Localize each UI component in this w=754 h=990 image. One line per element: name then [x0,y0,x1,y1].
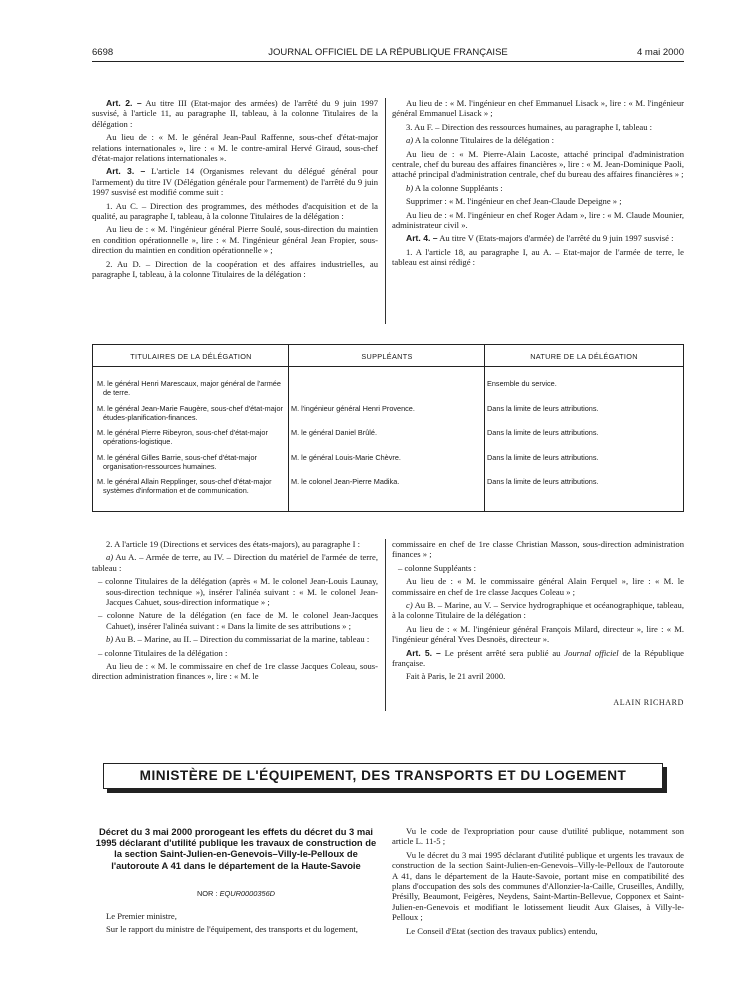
recital-decret-1995: Vu le décret du 3 mai 1995 déclarant d'utilité publique et urgents les travaux de construction de la section Saint-Julien-en-Genevois–Villy-le-Pelloux de l'autoroute A 41, dans le département de la Haute-Savoie, portant mise en compatibilité des plans d'occupation des sols des communes d'Allonzier-la-Caille, Cruseilles, Andilly, Présilly, Beaumont, Feigères, Neydens, Saint-Martin-Bellevue, Copponex et Saint-Julien-en-Genevois et modifiant le lotissement lieudit Aux Glaises, à Villy-le-Pelloux ; [392,849,684,923]
item-b-text: A la colonne Suppléants : [414,182,503,193]
upper-left-column [92,98,378,283]
table-cell-suppleant: M. le général Louis-Marie Chèvre. [291,453,401,462]
journal-title: JOURNAL OFFICIEL DE LA RÉPUBLIQUE FRANÇAISE [268,47,508,58]
page-number: 6698 [92,47,114,58]
upper-right-column [392,98,684,271]
item-a-armee-de-terre [92,552,378,573]
article-3-item-1-replacement: Au lieu de : « M. l'ingénieur général Pierre Soulé, sous-direction du maintien en condition opérationnelle », lire : « M. l'ingénieur général Jean Fropier, sous-direction du maintien en condition opérationnelle » ; [92,224,378,256]
article-3-text: L'article 14 (Organismes relevant du délégué général pour l'armement) du titre IV (Délégation générale pour l'armement) de l'arrêté du 9 juin 1997 susvisé est modifié comme suit : [92,166,378,198]
table-cell-nature: Dans la limite de leurs attributions. [487,453,599,462]
article-4-text: Au titre V (Etats-majors d'armée) de l'arrêté du 9 juin 1997 susvisé : [439,233,674,244]
article-2-replacement: Au lieu de : « M. le général Jean-Paul Raffenne, sous-chef d'état-major relations internationales », lire : « M. le contre-amiral Hervé Giraud, sous-chef d'état-major relations internationales ». [92,132,378,164]
item-b-marine [92,634,378,644]
nature-insertion: – colonne Nature de la délégation (en face de M. le colonel Jean-Jacques Cahuet), insérer l'alinéa suivant : « Dans la limite de ses attributions » ; [98,610,378,631]
table-cell-titulaire: M. le général Pierre Ribeyron, sous-chef d'état-major opérations-logistique. [97,428,268,446]
nor-label: NOR : [196,889,218,898]
table-cell-nature: Dans la limite de leurs attributions. [487,404,599,413]
table-cell-titulaire: M. le général Gilles Barrie, sous-chef d'état-major organisation-ressources humaines. [97,453,257,471]
lower-left-column [92,539,378,685]
article-2-text: Au titre III (Etat-major des armées) de l'arrêté du 9 juin 1997 susvisé, à l'article 11, au paragraphe II, tableau, à la colonne Titulaires de la délégation : [92,98,378,129]
table-header-suppleants: SUPPLÉANTS [361,352,413,361]
article-4-label: Art. 4. – [406,233,438,244]
lisack-replacement: Au lieu de : « M. l'ingénieur en chef Emmanuel Lisack », lire : « M. l'ingénieur général Emmanuel Lisack » ; [392,98,684,119]
item-b-text: Au B. – Marine, au II. – Direction du commissariat de la marine, tableau : [114,634,370,645]
column-divider-upper [385,98,386,324]
article-2-paragraph [92,98,378,129]
lacoste-replacement: Au lieu de : « M. Pierre-Alain Lacoste, attaché principal d'administration centrale, chef du bureau des affaires financières », lire : « M. Jean-Dominique Paoli, attaché principal d'administration centrale, chef du bureau des affaires financières » ; [392,148,684,180]
article-3-item-1: 1. Au C. – Direction des programmes, des méthodes d'acquisition et de la qualité, au paragraphe I, tableau, à la colonne Titulaires de la délégation : [92,200,378,222]
masson-continuation: commissaire en chef de 1re classe Christian Masson, sous-direction administration finances » ; [392,539,684,560]
article-3-item-2: 2. Au D. – Direction de la coopération et des affaires industrielles, au paragraphe I, tableau, à la colonne Titulaires de la délégation : [92,258,378,280]
minister-signature: ALAIN RICHARD [613,698,684,707]
journal-officiel-title: Journal officiel [564,647,619,658]
decree-right-column [392,826,684,939]
table-cell-nature: Dans la limite de leurs attributions. [487,477,599,486]
article-2-label: Art. 2. – [106,98,142,108]
lower-right-column [392,539,684,685]
milard-replacement: Au lieu de : « M. l'ingénieur général François Milard, directeur », lire : « M. l'ingénieur général Yves Desnoës, directeur ». [392,623,684,645]
nor-code: EQUR0000356D [219,889,276,898]
item-c-marine [392,600,684,621]
done-at-line: Fait à Paris, le 21 avril 2000. [406,671,506,682]
titulaires-column-note: – colonne Titulaires de la délégation : [98,647,228,658]
delegation-table [92,344,684,512]
issue-date: 4 mai 2000 [636,47,684,58]
recital-conseil-etat: Le Conseil d'Etat (section des travaux publics) entendu, [406,925,598,936]
item-b-letter: b) [406,182,414,193]
table-header-nature: NATURE DE LA DÉLÉGATION [530,352,638,361]
article-5-text-after: de la République française. [392,647,684,669]
item-a-letter: a) [106,552,114,563]
table-cell-nature: Ensemble du service. [487,379,557,388]
premier-ministre-line: Le Premier ministre, [106,911,177,921]
article-3-label: Art. 3. – [106,166,146,177]
item-b-suppleants [392,183,684,193]
item-3-human-resources: 3. Au F. – Direction des ressources humaines, au paragraphe I, tableau : [406,121,653,132]
article-4-item-1: 1. A l'article 18, au paragraphe I, au A. – Etat-major de l'armée de terre, le tableau est ainsi rédigé : [392,246,684,268]
item-b-letter: b) [106,634,114,645]
item-c-letter: c) [406,600,413,611]
article-5-label: Art. 5. – [406,647,441,658]
coleau-replacement: Au lieu de : « M. le commissaire en chef de 1re classe Jacques Coleau, sous-direction administration finances », lire : « M. le [92,661,378,682]
table-cell-titulaire: M. le général Jean-Marie Faugère, sous-chef d'état-major études-planification-finances. [97,404,283,422]
page-header [92,46,684,62]
table-column-rule [288,345,289,511]
adam-replacement: Au lieu de : « M. l'ingénieur en chef Roger Adam », lire : « M. Claude Mounier, administrateur civil ». [392,209,684,231]
article-5-text-before: Le présent arrêté sera publié au [444,647,561,658]
item-a-text: Au A. – Armée de terre, au IV. – Direction du matériel de l'armée de terre, tableau : [92,552,378,573]
cahuet-insertion: – colonne Titulaires de la délégation (après « M. le colonel Jean-Louis Launay, sous-direction technique »), insérer l'alinéa suivant : « M. le colonel Jean-Jacques Cahuet, sous-direction informatique » ; [98,576,378,608]
table-cell-titulaire: M. le général Allain Repplinger, sous-chef d'état-major systèmes d'information et de communication. [97,477,272,495]
table-cell-suppleant: M. le colonel Jean-Pierre Madika. [291,477,400,486]
recital-code-expropriation: Vu le code de l'expropriation pour cause d'utilité publique, notamment son article L. 11-5 ; [392,826,684,847]
table-cell-suppleant: M. le général Daniel Brûlé. [291,428,377,437]
item-c-text: Au B. – Marine, au V. – Service hydrographique et océanographique, tableau, à la colonne Titulaire de la délégation : [392,600,684,621]
article-4-paragraph [392,233,684,243]
decree-title: Décret du 3 mai 2000 prorogeant les effets du décret du 3 mai 1995 déclarant d'utilité publique les travaux de construction de la section Saint-Julien-en-Genevois–Villy-le-Pelloux de l'autoroute A 41 dans le département de la Haute-Savoie [95,826,377,871]
item-a-letter: a) [406,135,414,146]
table-cell-nature: Dans la limite de leurs attributions. [487,428,599,437]
article-19-intro: 2. A l'article 19 (Directions et services des états-majors), au paragraphe I : [106,539,361,549]
item-a-text: A la colonne Titulaires de la délégation : [414,135,555,146]
table-column-rule [484,345,485,511]
decree-left-column [92,911,378,938]
table-cell-titulaire: M. le général Henri Marescaux, major général de l'armée de terre. [97,379,281,397]
nor-reference [92,889,380,898]
rapport-line: Sur le rapport du ministre de l'équipement, des transports et du logement, [106,924,358,935]
article-5-paragraph [392,648,684,669]
item-a-titulaires [392,135,684,145]
suppleants-column-note: – colonne Suppléants : [398,562,477,573]
depeigne-deletion: Supprimer : « M. l'ingénieur en chef Jean-Claude Depeigne » ; [406,196,622,207]
table-cell-suppleant: M. l'ingénieur général Henri Provence. [291,404,415,413]
ministry-heading: MINISTÈRE DE L'ÉQUIPEMENT, DES TRANSPORTS ET DU LOGEMENT [103,763,663,789]
article-3-paragraph [92,166,378,197]
column-divider-lower [385,539,386,711]
table-header-row [93,345,683,367]
ferquel-replacement: Au lieu de : « M. le commissaire général Alain Ferquel », lire : « M. le commissaire en chef de 1re classe Jacques Coleau » ; [392,576,684,597]
table-header-titulaires: TITULAIRES DE LA DÉLÉGATION [130,352,252,361]
